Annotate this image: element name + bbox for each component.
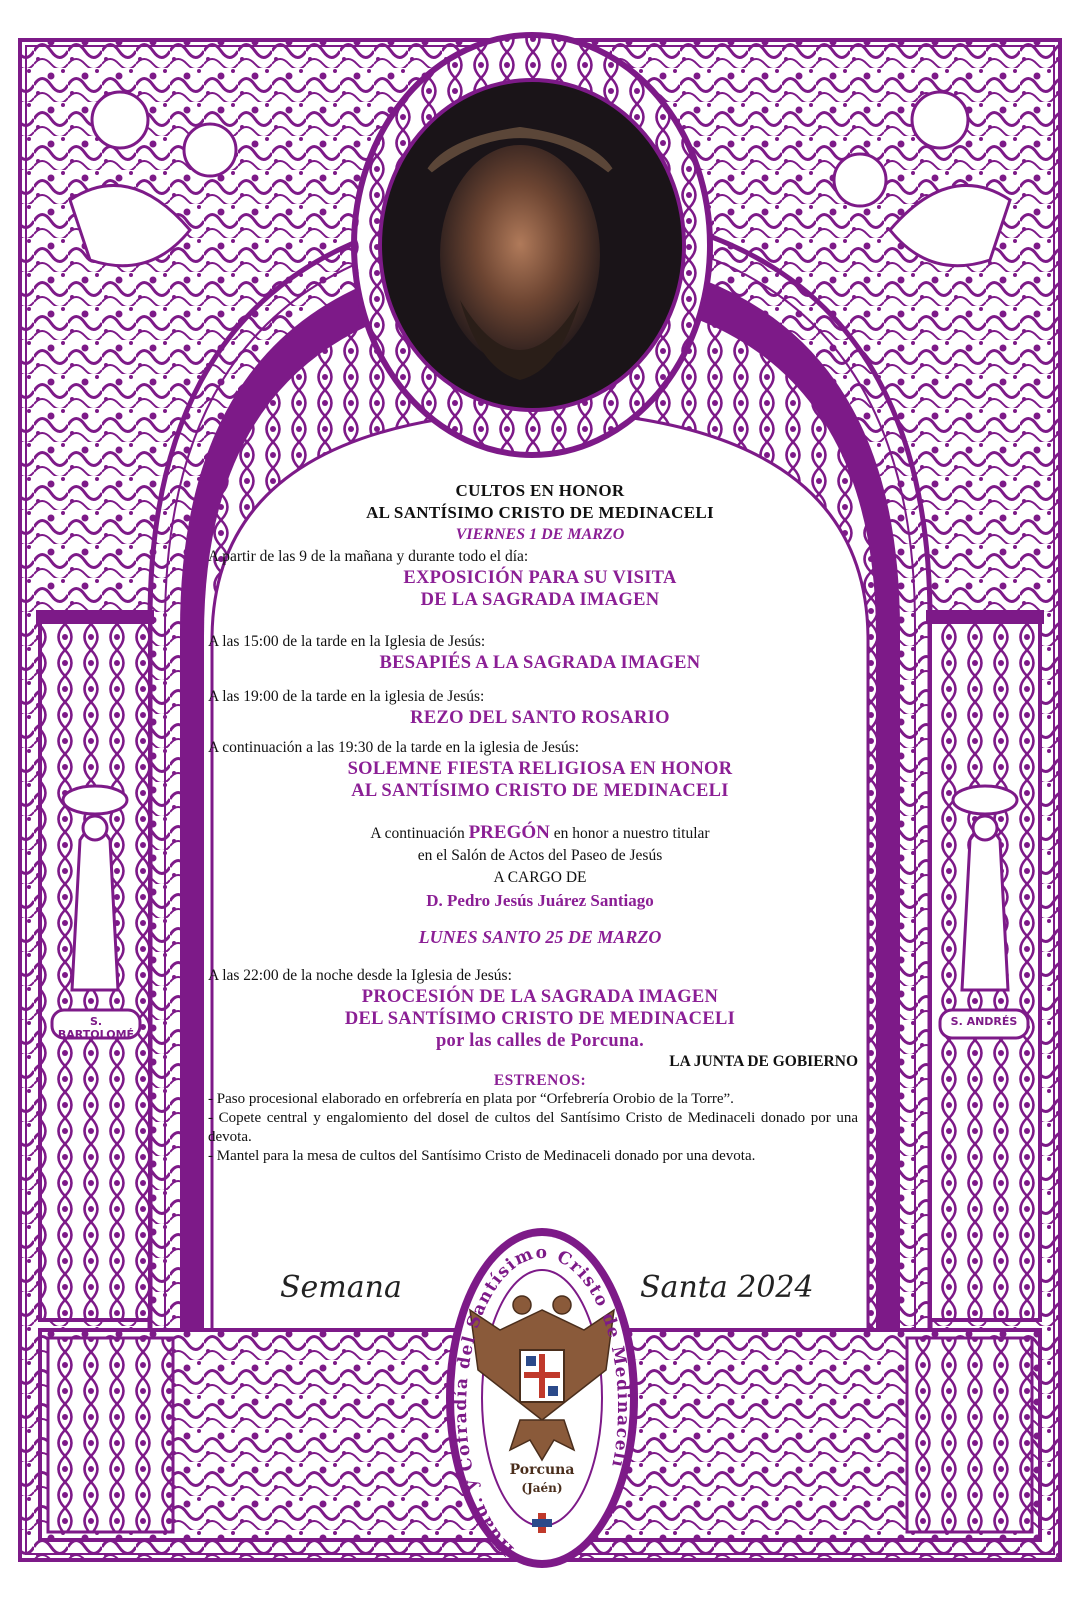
estrenos-item: - Copete central y engalomiento del dosel de cultos del Santísimo Cristo de Medinaceli donado por una devota. [208,1110,858,1145]
estrenos-item: - Paso procesional elaborado en orfebrería en plata por “Orfebrería Orobio de la Torre”. [208,1091,734,1107]
event-4-intro: A continuación a las 19:30 de la tarde en la iglesia de Jesús: [208,739,580,756]
event-1-line-2: DE LA SAGRADA IMAGEN [420,590,660,610]
pregon-word: PREGÓN [468,822,550,843]
event-5-intro: A las 22:00 de la noche desde la Iglesia de Jesús: [208,967,512,984]
seal-ring-text: Hdad. y Cofradía del Santísimo Cristo de Medinaceli [450,1242,634,1560]
event-5-line-3: por las calles de Porcuna. [435,1031,645,1051]
saint-label-right: S. ANDRÉS [950,1015,1018,1028]
estrenos-title: ESTRENOS: [493,1072,587,1089]
pregon-line-3: A CARGO DE [493,869,587,886]
event-1-line-1: EXPOSICIÓN PARA SU VISITA [403,568,677,588]
title-line-1: CULTOS EN HONOR [455,481,625,500]
pregon-line-2: en el Salón de Actos del Paseo de Jesús [417,847,663,864]
event-5-line-2: DEL SANTÍSIMO CRISTO DE MEDINACELI [344,1009,736,1029]
event-1-intro: A partir de las 9 de la mañana y durante todo el día: [208,548,529,565]
signature: LA JUNTA DE GOBIERNO [669,1053,858,1070]
saint-label-left: S. BARTOLOMÉ [57,1015,135,1041]
day-1-heading: VIERNES 1 DE MARZO [455,526,625,543]
footer-semana: Semana [280,1270,402,1305]
event-2-line-1: BESAPIÉS A LA SAGRADA IMAGEN [379,653,701,673]
event-2-intro: A las 15:00 de la tarde en la Iglesia de Jesús: [208,633,486,650]
footer-santa: Santa 2024 [640,1270,814,1305]
pregon-pre: A continuación [370,825,469,842]
svg-text:Hdad. y Cofradía del Santísimo [451,1243,633,1559]
estrenos-item: - Mantel para la mesa de cultos del Santísimo Cristo de Medinaceli donado por una devota. [208,1148,756,1164]
event-5-line-1: PROCESIÓN DE LA SAGRADA IMAGEN [361,987,719,1007]
seal-region: (Jaén) [521,1481,563,1495]
event-3-intro: A las 19:00 de la tarde en la iglesia de Jesús: [208,688,485,705]
title-line-2: AL SANTÍSIMO CRISTO DE MEDINACELI [366,503,714,522]
day-2-heading: LUNES SANTO 25 DE MARZO [418,927,662,947]
event-4-line-1: SOLEMNE FIESTA RELIGIOSA EN HONOR [347,759,733,779]
pregon-speaker: D. Pedro Jesús Juárez Santiago [426,891,654,910]
event-3-line-1: REZO DEL SANTO ROSARIO [410,708,670,728]
pregon-post: en honor a nuestro titular [549,825,710,842]
event-4-line-2: AL SANTÍSIMO CRISTO DE MEDINACELI [351,781,729,801]
seal-town: Porcuna [509,1462,575,1478]
